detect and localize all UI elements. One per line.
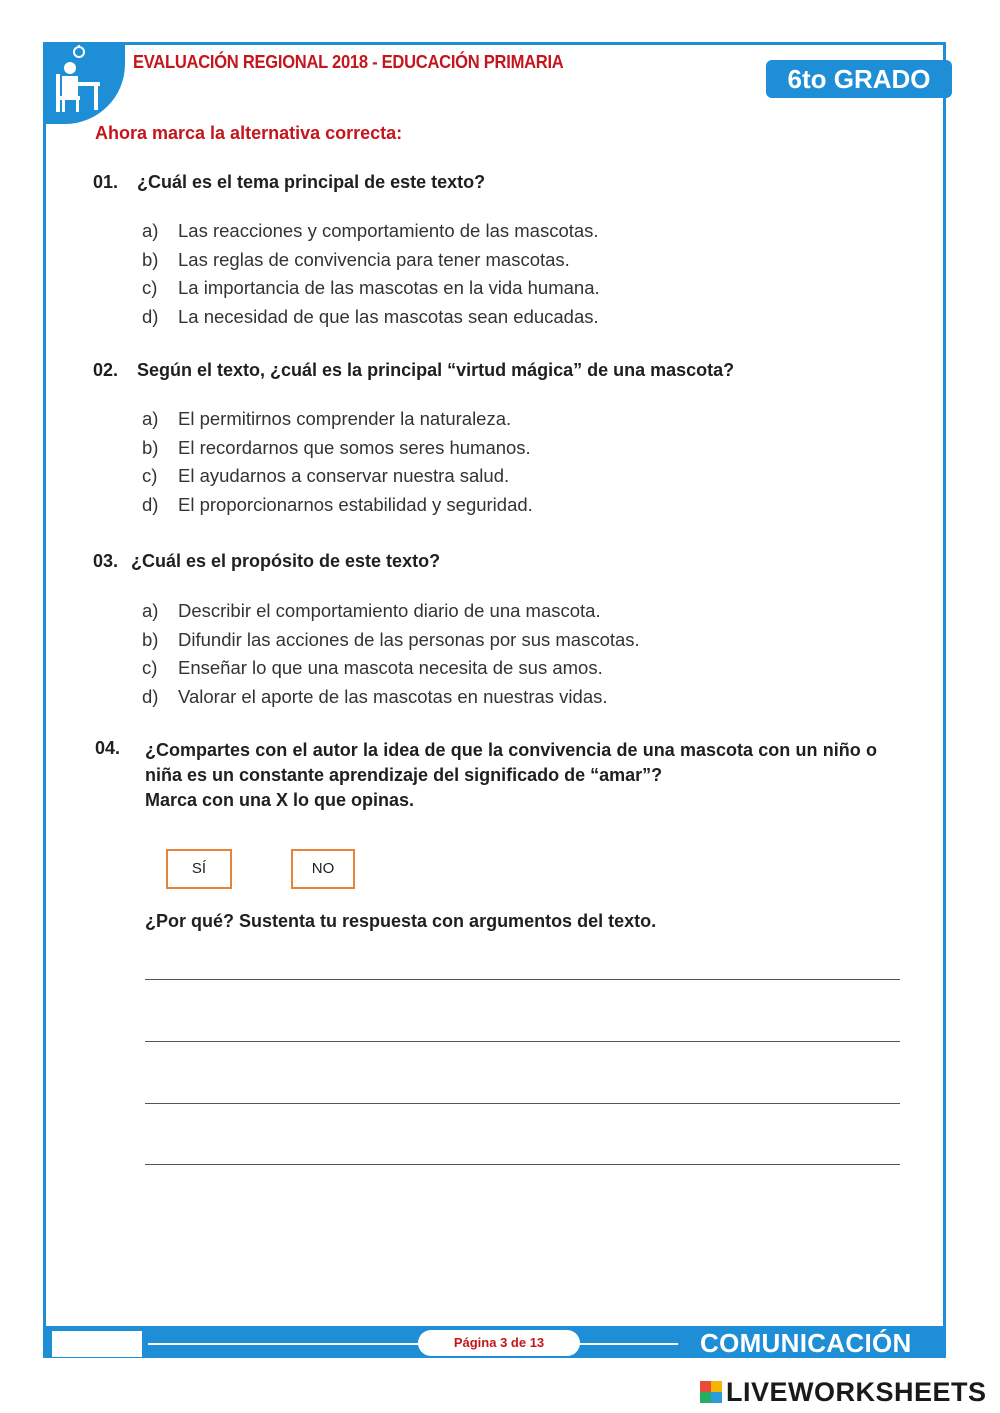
question-instruction: Marca con una X lo que opinas. xyxy=(145,790,415,810)
option-text: Describir el comportamiento diario de una mascota. xyxy=(178,600,601,621)
question-2 xyxy=(93,360,734,381)
option-text: El ayudarnos a conservar nuestra salud. xyxy=(178,465,510,486)
question-1 xyxy=(93,172,485,193)
option-d[interactable] xyxy=(142,303,600,332)
option-text: La importancia de las mascotas en la vida humana. xyxy=(178,277,600,298)
option-text: El proporcionarnos estabilidad y seguridad. xyxy=(178,493,533,515)
option-text: El permitirnos comprender la naturaleza. xyxy=(178,408,512,429)
option-letter: b) xyxy=(142,248,159,270)
option-c[interactable] xyxy=(142,462,533,491)
header-title: EVALUACIÓN REGIONAL 2018 - EDUCACIÓN PRIMARIA xyxy=(133,52,564,72)
question-1-options xyxy=(142,217,600,331)
why-prompt: ¿Por qué? Sustenta tu respuesta con argumentos del texto. xyxy=(145,911,657,931)
option-letter: a) xyxy=(142,220,159,241)
question-4 xyxy=(95,738,877,813)
option-text: Difundir las acciones de las personas por sus mascotas. xyxy=(178,628,640,650)
choice-yes-box[interactable]: SÍ xyxy=(166,849,232,889)
question-text: Según el texto, ¿cuál es la principal “virtud mágica” de una mascota? xyxy=(137,360,735,380)
footer-divider xyxy=(148,1343,678,1345)
answer-line-4[interactable] xyxy=(145,1164,900,1165)
answer-line-1[interactable] xyxy=(145,979,900,980)
option-a[interactable] xyxy=(142,405,533,434)
option-d[interactable] xyxy=(142,683,640,712)
option-text: Las reacciones y comportamiento de las mascotas. xyxy=(178,220,599,241)
option-d[interactable] xyxy=(142,491,533,520)
option-text: Valorar el aporte de las mascotas en nuestras vidas. xyxy=(178,685,608,707)
option-letter: d) xyxy=(142,493,159,515)
option-letter: d) xyxy=(142,305,159,327)
footer-tab xyxy=(52,1331,142,1357)
option-text: La necesidad de que las mascotas sean educadas. xyxy=(178,305,599,327)
option-b[interactable] xyxy=(142,246,600,275)
choice-no-box[interactable]: NO xyxy=(291,849,355,889)
option-a[interactable] xyxy=(142,217,600,246)
grade-badge: 6to GRADO xyxy=(766,60,952,98)
student-at-desk-icon xyxy=(50,44,110,116)
question-number: 04. xyxy=(95,738,121,758)
instruction-text: Ahora marca la alternativa correcta: xyxy=(95,123,403,143)
option-letter: c) xyxy=(142,277,158,298)
option-a[interactable] xyxy=(142,597,640,626)
question-number: 01. xyxy=(93,172,119,192)
option-letter: b) xyxy=(142,436,159,458)
question-3-options xyxy=(142,597,640,711)
option-letter: a) xyxy=(142,600,159,621)
option-text: Enseñar lo que una mascota necesita de sus amos. xyxy=(178,657,603,678)
option-c[interactable] xyxy=(142,654,640,683)
question-text: ¿Compartes con el autor la idea de que la convivencia de una mascota con un niño o niña es un constante aprendizaje del significado de “amar”? xyxy=(145,740,877,785)
option-b[interactable] xyxy=(142,626,640,655)
option-letter: b) xyxy=(142,628,159,650)
question-3 xyxy=(93,551,440,572)
option-b[interactable] xyxy=(142,434,533,463)
question-text: ¿Cuál es el tema principal de este texto? xyxy=(137,172,486,192)
liveworksheets-logo-icon xyxy=(700,1381,722,1403)
option-letter: c) xyxy=(142,465,158,486)
option-letter: d) xyxy=(142,685,159,707)
question-number: 03. xyxy=(93,551,119,571)
question-text: ¿Cuál es el propósito de este texto? xyxy=(131,551,441,571)
page-number: Página 3 de 13 xyxy=(418,1330,580,1356)
liveworksheets-brand[interactable] xyxy=(700,1377,987,1407)
question-number: 02. xyxy=(93,360,119,380)
subject-label: COMUNICACIÓN xyxy=(700,1328,912,1358)
option-letter: a) xyxy=(142,408,159,429)
option-text: El recordarnos que somos seres humanos. xyxy=(178,436,531,458)
brand-text: LIVEWORKSHEETS xyxy=(726,1376,987,1407)
option-text: Las reglas de convivencia para tener mascotas. xyxy=(178,248,570,270)
answer-line-2[interactable] xyxy=(145,1041,900,1042)
answer-line-3[interactable] xyxy=(145,1103,900,1104)
option-c[interactable] xyxy=(142,274,600,303)
question-2-options xyxy=(142,405,533,519)
option-letter: c) xyxy=(142,657,158,678)
